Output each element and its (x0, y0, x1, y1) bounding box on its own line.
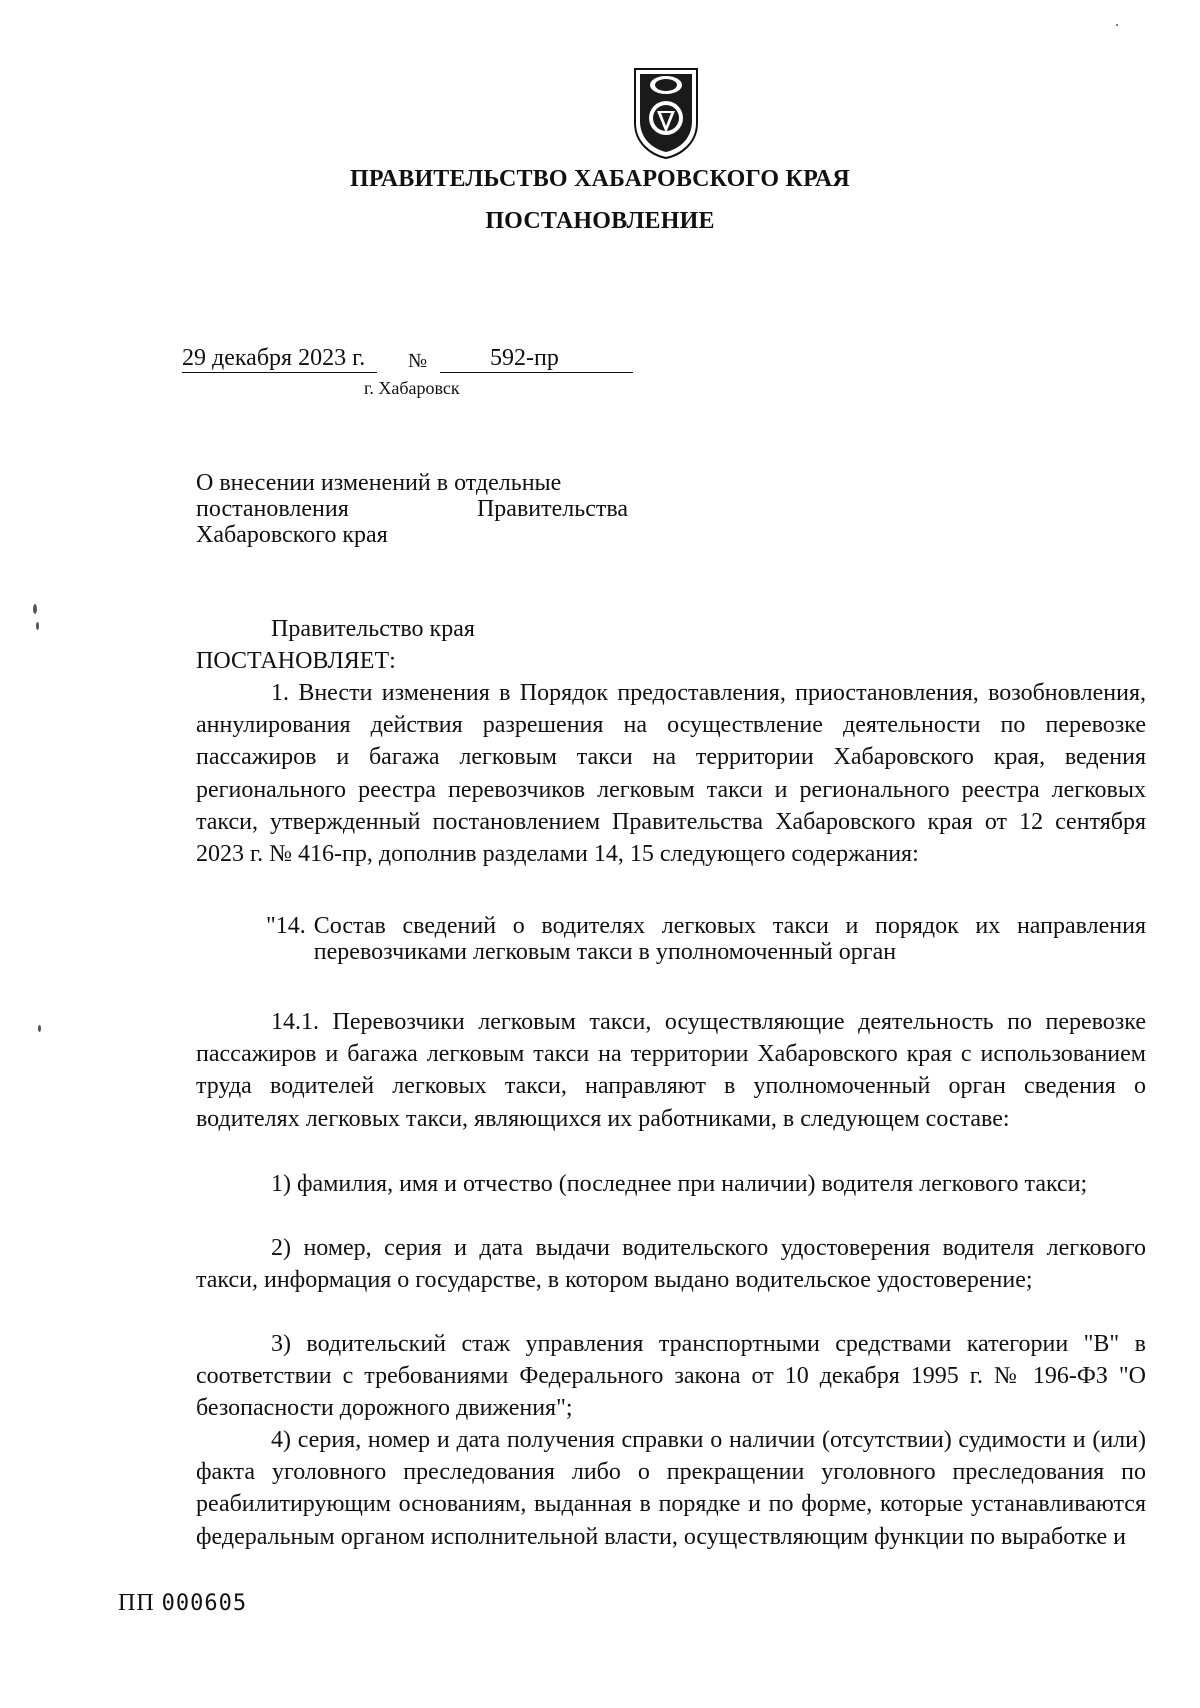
decree-word: ПОСТАНОВЛЯЕТ: (196, 648, 396, 674)
list-item-3: 3) водительский стаж управления транспортными средствами категории "B" в соответствии с требованиями Федерального закона от 10 декабря 1995 г. № 196-ФЗ "О безопасности дорожного движения"; (196, 1331, 1146, 1422)
scan-speck (38, 1025, 41, 1032)
footer-prefix: ПП (118, 1590, 155, 1616)
scan-speck (36, 622, 39, 630)
list-item-4: 4) серия, номер и дата получения справки о наличии (отсутствии) судимости и (или) факта уголовного преследования либо о прекращении уголовного преследования по реабилитирующим основаниям, выданная в порядке и по форме, которые устанавливаются федеральным органом исполнительной власти, осуществляющим функции по выработке и (196, 1427, 1146, 1550)
subject-line-1: О внесении изменений в отдельные (196, 470, 562, 496)
city: г. Хабаровск (364, 378, 460, 398)
list-item-1: 1) фамилия, имя и отчество (последнее при наличии) водителя легкового такси; (271, 1171, 1088, 1197)
subject-word-resolutions: постановления (196, 496, 349, 522)
coat-of-arms-emblem (631, 63, 701, 160)
document-type: ПОСТАНОВЛЕНИЕ (485, 208, 715, 234)
document-subject (196, 470, 628, 548)
document-number: 592-пр (440, 344, 633, 373)
number-sign: № (408, 350, 428, 372)
section-14-heading (266, 913, 1146, 965)
list-item-2: 2) номер, серия и дата выдачи водительского удостоверения водителя легкового такси, информация о государстве, в котором выдано водительское удостоверение; (196, 1235, 1146, 1294)
subject-line-3: Хабаровского края (196, 522, 388, 548)
scan-speck (33, 604, 37, 614)
government-title: ПРАВИТЕЛЬСТВО ХАБАРОВСКОГО КРАЯ (350, 166, 850, 192)
paragraph-1: 1. Внести изменения в Порядок предоставления, приостановления, возобновления, аннулирования действия разрешения на осуществление деятельности по перевозке пассажиров и багажа легковым такси на территории Хабаровского края, ведения регионального реестра перевозчиков легковым такси и регионального реестра легковых такси, утвержденный постановлением Правительства Хабаровского края от 12 сентября 2023 г. № 416-пр, дополнив разделами 14, 15 следующего содержания: (196, 680, 1146, 868)
document-date: 29 декабря 2023 г. (182, 344, 377, 373)
subject-line-2 (196, 496, 628, 522)
subject-word-government: Правительства (476, 496, 628, 522)
footer-number: 000605 (161, 1591, 248, 1616)
section-14-number: "14. (266, 913, 306, 939)
footer-code (118, 1590, 247, 1617)
section-14-title: Состав сведений о водителях легковых такси и порядок их направления перевозчиками легковым такси в уполномоченный орган (313, 913, 1146, 965)
scan-speck (1116, 24, 1118, 26)
paragraph-14-1: 14.1. Перевозчики легковым такси, осуществляющие деятельность по перевозке пассажиров и багажа легковым такси на территории Хабаровского края с использованием труда водителей легковых такси, направляют в уполномоченный орган сведения о водителях легковых такси, являющихся их работниками, в следующем составе: (196, 1009, 1146, 1132)
government-line: Правительство края (271, 616, 475, 642)
